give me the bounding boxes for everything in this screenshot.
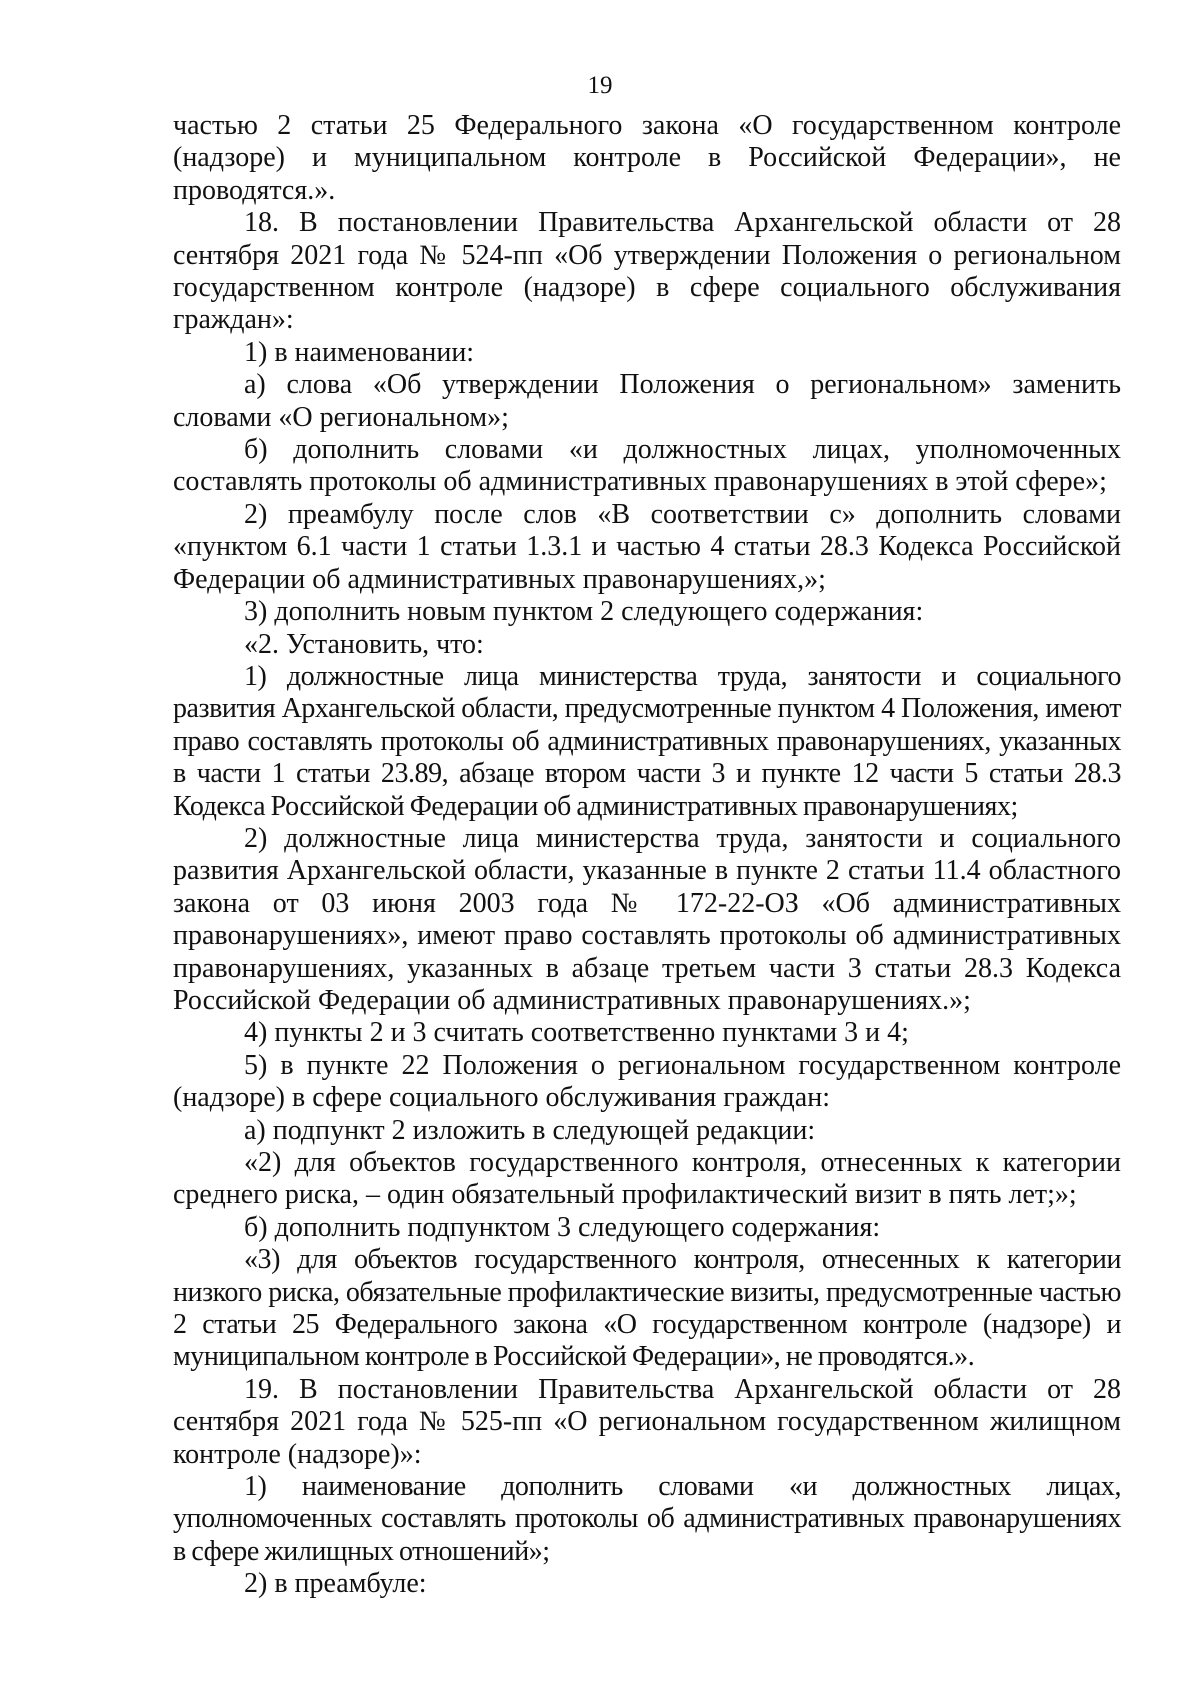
paragraph: б) дополнить подпунктом 3 следующего содержания: xyxy=(244,1211,881,1243)
paragraph: 1) должностные лица министерства труда, занятости и социального развития Архангельской области, предусмотренные пунктом 4 Положения, имеют право составлять протоколы об административных правонарушениях, указанных в части 1 статьи 23.89, абзаце втором части 3 и пункте 12 части 5 статьи 28.3 Кодекса Российской Федерации об административных правонарушениях; xyxy=(173,660,1121,822)
paragraph: «3) для объектов государственного контроля, отнесенных к категории низкого риска, обязательные профилактические визиты, предусмотренные частью 2 статьи 25 Федерального закона «О государственном контроле (надзоре) и муниципальном контроле в Российской Федерации», не проводятся.». xyxy=(173,1244,1121,1373)
paragraph: 3) дополнить новым пунктом 2 следующего содержания: xyxy=(244,596,924,628)
paragraph: а) подпункт 2 изложить в следующей редакции: xyxy=(244,1114,816,1146)
page-number: 19 xyxy=(587,72,613,99)
paragraph: «2. Установить, что: xyxy=(244,628,484,660)
paragraph: 2) в преамбуле: xyxy=(244,1568,427,1600)
paragraph: 2) должностные лица министерства труда, занятости и социального развития Архангельской области, указанные в пункте 2 статьи 11.4 областного закона от 03 июня 2003 года № 172-22-ОЗ «Об административных правонарушениях», имеют право составлять протоколы об административных правонарушениях, указанных в абзаце третьем части 3 статьи 28.3 Кодекса Российской Федерации об административных правонарушениях.»; xyxy=(173,822,1121,1016)
paragraph: 1) в наименовании: xyxy=(244,336,475,368)
paragraph: а) слова «Об утверждении Положения о региональном» заменить словами «О региональном»; xyxy=(173,369,1121,433)
paragraph: частью 2 статьи 25 Федерального закона «О государственном контроле (надзоре) и муниципальном контроле в Российской Федерации», не проводятся.». xyxy=(173,110,1121,206)
paragraph: 19. В постановлении Правительства Архангельской области от 28 сентября 2021 года № 525-пп «О региональном государственном жилищном контроле (надзоре)»: xyxy=(173,1373,1121,1470)
paragraph: 2) преамбулу после слов «В соответствии с» дополнить словами «пунктом 6.1 части 1 статьи 1.3.1 и частью 4 статьи 28.3 Кодекса Российской Федерации об административных правонарушениях,»; xyxy=(173,498,1121,595)
paragraph: 5) в пункте 22 Положения о региональном государственном контроле (надзоре) в сфере социального обслуживания граждан: xyxy=(173,1049,1121,1114)
paragraph: 18. В постановлении Правительства Архангельской области от 28 сентября 2021 года № 524-пп «Об утверждении Положения о региональном государственном контроле (надзоре) в сфере социального обслуживания граждан»: xyxy=(173,207,1121,336)
paragraph: б) дополнить словами «и должностных лицах, уполномоченных составлять протоколы об административных правонарушениях в этой сфере»; xyxy=(173,434,1121,498)
paragraph: «2) для объектов государственного контроля, отнесенных к категории среднего риска, – один обязательный профилактический визит в пять лет;»; xyxy=(173,1147,1121,1211)
paragraph: 1) наименование дополнить словами «и должностных лицах, уполномоченных составлять протоколы об административных правонарушениях в сфере жилищных отношений»; xyxy=(173,1471,1121,1567)
document-body xyxy=(173,110,1121,1601)
paragraph: 4) пункты 2 и 3 считать соответственно пунктами 3 и 4; xyxy=(244,1017,909,1049)
